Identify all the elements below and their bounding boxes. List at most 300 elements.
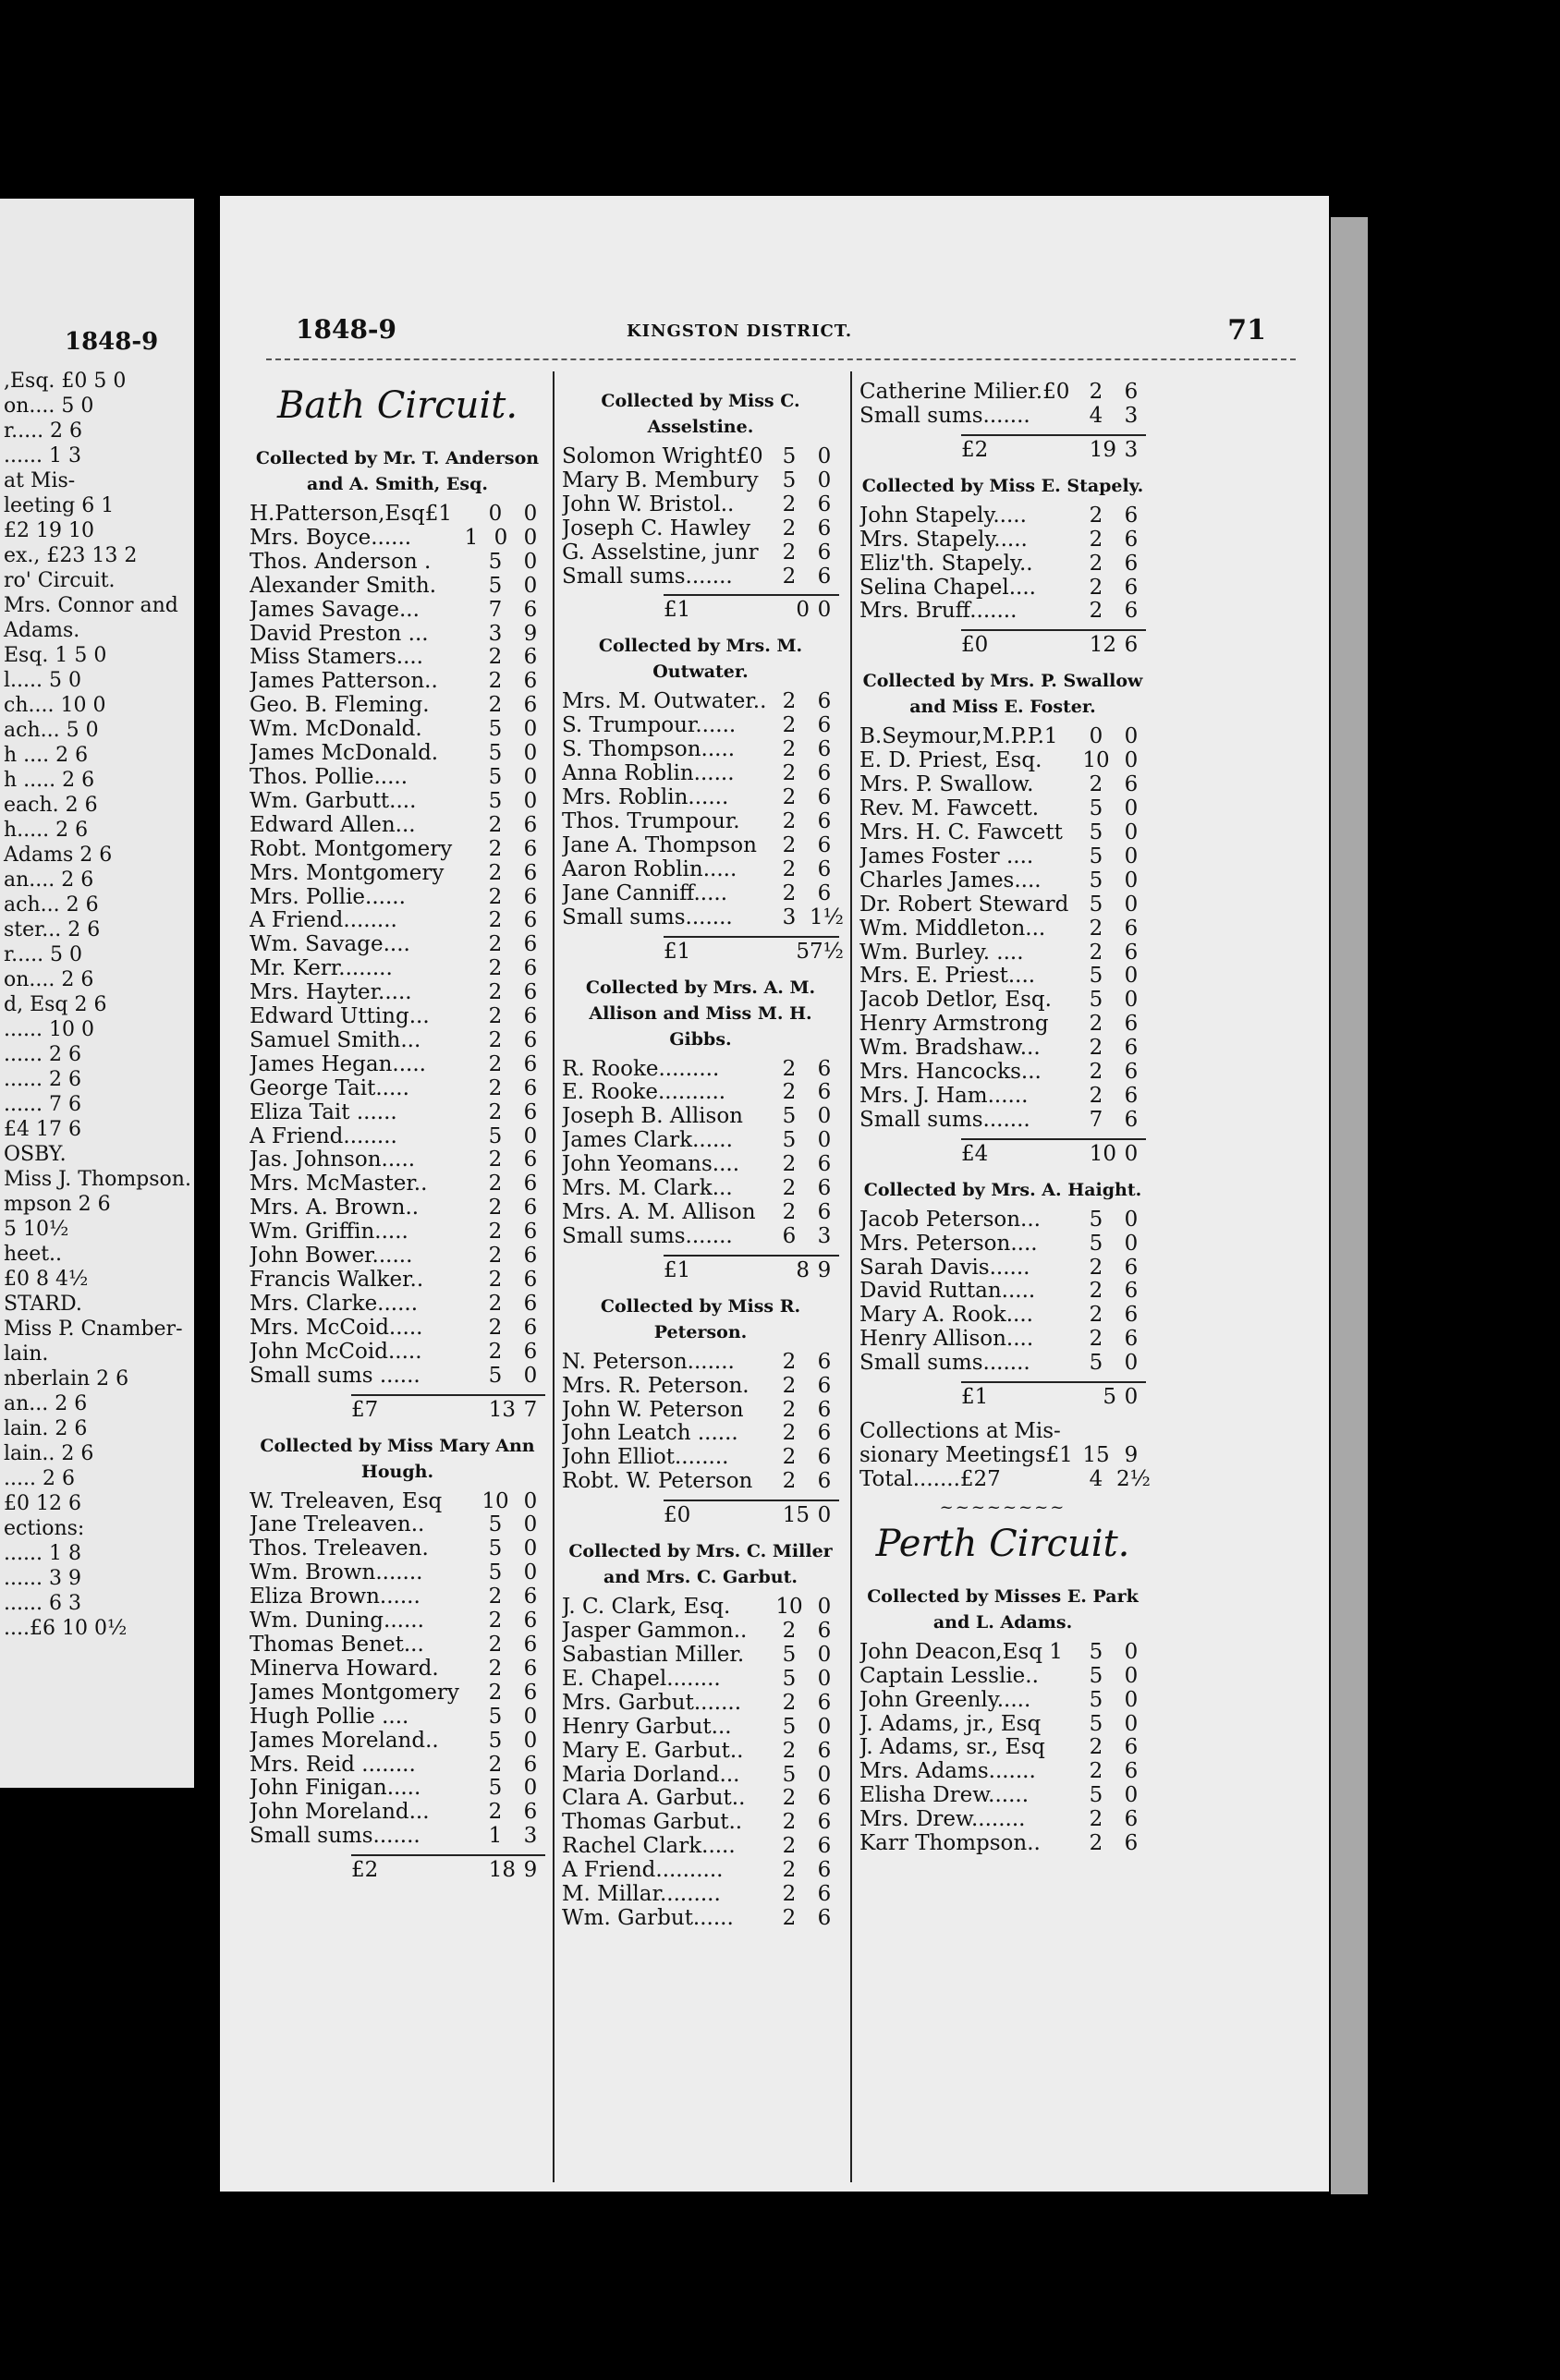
subscriber-name: John Bower...... (250, 1245, 413, 1269)
amount-shillings: 2 (782, 564, 797, 589)
subscriber-row (859, 1352, 1146, 1376)
subscriber-name: Small sums....... (562, 565, 733, 589)
amount-pence: 9 (523, 1858, 538, 1883)
subscriber-name: Dr. Robert Steward (859, 892, 1069, 917)
subscriber-name: sionary Meetings£1 (859, 1444, 1073, 1467)
amount-shillings: 10 (775, 1595, 803, 1620)
subscriber-row (250, 1513, 545, 1537)
subscriber-name: N. Peterson....... (562, 1350, 735, 1374)
subscriber-row (859, 1466, 1151, 1492)
amount-pence: 0 (523, 1560, 538, 1585)
amount-pence: 6 (523, 1268, 538, 1292)
subscriber-row (859, 941, 1146, 965)
subtotal-row (664, 594, 839, 624)
previous-page-line: lain. (4, 1342, 49, 1366)
amount-shillings: 2 (1089, 1255, 1103, 1280)
previous-page-line: ex., £23 13 2 (4, 544, 138, 567)
previous-page-line: £4 17 6 (4, 1118, 81, 1141)
amount-pence: 6 (523, 1075, 538, 1100)
amount-pounds: 1 (464, 525, 479, 550)
amount-pence: 6 (817, 737, 832, 762)
subscriber-row (250, 766, 545, 790)
amount-pence: 6 (523, 1051, 538, 1076)
amount-shillings: 2 (782, 1199, 797, 1224)
amount-shillings: 2 (488, 1099, 503, 1124)
subscriber-name: Total.......£27 (859, 1467, 1001, 1491)
subscriber-name: B.Seymour,M.P.P.1 (859, 725, 1058, 749)
subscriber-name: James Foster .... (859, 844, 1034, 868)
amount-pence: 6 (523, 1172, 538, 1196)
amount-shillings: 2 (488, 1244, 503, 1269)
subscriber-name: Jas. Johnson..... (250, 1148, 416, 1172)
subscriber-name: Sabastian Miller. (562, 1644, 745, 1667)
amount-pence: 0 (523, 1363, 538, 1388)
subscriber-name: M. Millar......... (562, 1883, 721, 1907)
subscriber-name: Wm. Brown....... (250, 1561, 423, 1585)
header-district: KINGSTON DISTRICT. (627, 322, 853, 341)
subscriber-name: Mrs. Clarke...... (250, 1292, 419, 1316)
amount-shillings: 3 (488, 621, 503, 646)
amount-pence: 6 (523, 1585, 538, 1609)
previous-page-line: ..... 2 6 (4, 1467, 75, 1490)
amount-pence: 6 (1124, 916, 1139, 941)
subscriber-name: Solomon Wright£0 (562, 445, 763, 468)
amount-pence: 6 (817, 761, 832, 786)
subscriber-name: David Preston ... (250, 622, 429, 646)
collector-heading: Collected by Mrs. A. M. Allison and Miss M. H. Gibbs. (585, 977, 816, 1050)
subscriber-name: John W. Bristol.. (562, 492, 735, 516)
amount-pence: 0 (817, 1503, 832, 1528)
amount-shillings: 2 (782, 1397, 797, 1422)
amount-pence: 6 (523, 693, 538, 718)
amount-shillings: 2 (1089, 916, 1103, 941)
subscriber-row (562, 1446, 839, 1470)
subscriber-name: Mary B. Membury (562, 468, 759, 492)
subscriber-row (250, 1101, 545, 1125)
amount-shillings: 2 (782, 1445, 797, 1470)
subscriber-row (859, 552, 1146, 577)
subscriber-row (562, 1201, 839, 1225)
subscriber-row (562, 517, 839, 541)
subscriber-row (250, 1029, 545, 1053)
subscriber-row (859, 1013, 1146, 1037)
column-divider (850, 371, 852, 2182)
subscriber-row (562, 1470, 839, 1494)
previous-page-line: leeting 6 1 (4, 494, 115, 517)
amount-pence: 6 (817, 1176, 832, 1201)
previous-page-line: ch.... 10 0 (4, 694, 106, 717)
amount-pence: 0 (1124, 892, 1139, 917)
ornament-divider: ~~~~~~~~ (939, 1497, 1066, 1517)
amount-pence: 0 (1124, 1351, 1139, 1376)
amount-shillings: 5 (1089, 796, 1103, 821)
subscriber-name: Hugh Pollie .... (250, 1705, 409, 1729)
amount-shillings: 5 (488, 717, 503, 742)
amount-shillings: 2 (1089, 772, 1103, 797)
subscriber-name: James McDonald. (250, 742, 439, 766)
amount-shillings: 2 (782, 808, 797, 833)
previous-page-line: ,Esq. £0 5 0 (4, 370, 127, 393)
subscriber-name: Eliza Brown...... (250, 1585, 420, 1609)
subscriber-row (250, 1148, 545, 1172)
amount-shillings: 5 (1089, 1711, 1103, 1736)
amount-shillings: 7 (488, 597, 503, 622)
subscriber-row (859, 1304, 1146, 1328)
subscriber-row (562, 1692, 839, 1716)
previous-page-line: Miss J. Thompson. (4, 1168, 191, 1191)
amount-pence: 6 (817, 564, 832, 589)
amount-pence: 6 (1124, 1831, 1139, 1856)
subscriber-row (859, 965, 1146, 989)
amount-pence: 0 (523, 717, 538, 742)
amount-pence: 6 (817, 713, 832, 738)
subscriber-name: Elisha Drew...... (859, 1784, 1030, 1808)
amount-pence: 0 (1124, 1663, 1139, 1688)
subtotal-pounds: £7 (351, 1397, 379, 1422)
amount-shillings: 2 (782, 1373, 797, 1398)
amount-pence: 6 (1124, 1083, 1139, 1108)
subscriber-name: Henry Allison.... (859, 1328, 1034, 1352)
subscriber-row (250, 503, 545, 527)
subscriber-row (859, 869, 1146, 893)
previous-page-line: ...... 10 0 (4, 1018, 94, 1041)
amount-shillings: 2 (1089, 1060, 1103, 1085)
amount-shillings: 2 (488, 980, 503, 1005)
subscriber-name: Mrs. H. C. Fawcett (859, 820, 1063, 844)
subscriber-name: Thos. Treleaven. (250, 1537, 429, 1561)
amount-shillings: 5 (488, 1560, 503, 1585)
subtotal-row (961, 1138, 1146, 1168)
subscriber-name: Mrs. Bruff....... (859, 600, 1018, 624)
amount-pence: 0 (817, 1666, 832, 1691)
previous-page-line: ...... 3 9 (4, 1567, 81, 1590)
subscriber-row (250, 1609, 545, 1633)
subscriber-row (859, 1808, 1146, 1832)
previous-page-line: ster... 2 6 (4, 918, 101, 941)
subscriber-row (859, 381, 1146, 405)
amount-shillings: 3 (782, 905, 797, 929)
subtotal-pounds: £1 (664, 598, 691, 623)
amount-pence: 6 (817, 1080, 832, 1105)
amount-shillings: 2 (782, 1905, 797, 1930)
subscriber-name: John Elliot........ (562, 1446, 729, 1470)
amount-shillings: 5 (488, 1704, 503, 1729)
amount-shillings: 2 (488, 1585, 503, 1609)
amount-shillings: 5 (1089, 988, 1103, 1013)
subscriber-name: Mrs. P. Swallow. (859, 773, 1034, 797)
amount-pence: 0 (817, 1104, 832, 1129)
subscriber-row (562, 1811, 839, 1835)
amount-pence: 6 (1124, 599, 1139, 624)
subscriber-name: A Friend........ (250, 1124, 397, 1148)
amount-pence: 6 (1124, 1759, 1139, 1784)
collector-heading: Collected by Mrs. P. Swallow and Miss E. Foster. (862, 671, 1143, 718)
amount-pence: 6 (817, 1445, 832, 1470)
amount-shillings: 5 (782, 1666, 797, 1691)
subtotal-row (961, 1381, 1146, 1411)
amount-pence: 6 (523, 1099, 538, 1124)
subscriber-name: J. Adams, jr., Esq (859, 1712, 1042, 1736)
amount-shillings: 2 (782, 1810, 797, 1835)
amount-pence: 6 (523, 597, 538, 622)
amount-pence: 3 (523, 1824, 538, 1849)
subscriber-row (859, 577, 1146, 601)
amount-pence: 6 (523, 669, 538, 694)
previous-page-line: h..... 2 6 (4, 819, 89, 842)
header-rule (266, 358, 1296, 360)
amount-shillings: 2 (488, 1609, 503, 1633)
amount-shillings: 5 (488, 1123, 503, 1148)
amount-pence: 6 (817, 1690, 832, 1715)
subscriber-name: Wm. Savage.... (250, 933, 410, 957)
subscriber-name: Alexander Smith. (250, 574, 437, 598)
subscriber-row (250, 694, 545, 718)
amount-shillings: 2 (782, 1421, 797, 1446)
subscriber-name: Mrs. Drew........ (859, 1808, 1026, 1832)
amount-shillings: 5 (1103, 1385, 1116, 1410)
subscriber-row (250, 1777, 545, 1801)
subscriber-name: Mrs. Garbut....... (562, 1691, 742, 1715)
amount-pence: 6 (523, 884, 538, 909)
subscriber-row (562, 1422, 839, 1446)
subscriber-row (562, 565, 839, 589)
amount-shillings: 2 (782, 1056, 797, 1081)
amount-pence: 0 (1124, 1687, 1139, 1712)
subtotal-row (664, 1500, 839, 1529)
subscriber-name: John Moreland... (250, 1801, 430, 1825)
subscriber-row (562, 810, 839, 834)
amount-shillings: 2 (782, 856, 797, 881)
subscriber-name: Wm. Bradshaw... (859, 1037, 1041, 1061)
subscriber-name: Rev. M. Fawcett. (859, 797, 1040, 821)
subscriber-name: Wm. Burley. .... (859, 941, 1024, 965)
subscriber-name: Robt. W. Peterson (562, 1470, 753, 1494)
previous-page-line: ...... 6 3 (4, 1592, 81, 1615)
subtotal-row (961, 629, 1146, 659)
amount-pence: 6 (817, 785, 832, 810)
amount-pence: 6 (523, 908, 538, 933)
subscriber-row (562, 834, 839, 858)
amount-shillings: 5 (1089, 1687, 1103, 1712)
subscriber-row (562, 445, 839, 469)
collector-heading: Collected by Mrs. C. Miller and Mrs. C. Garbut. (568, 1541, 833, 1588)
amount-shillings: 4 (1089, 1466, 1103, 1491)
amount-shillings: 2 (488, 1148, 503, 1172)
amount-shillings: 2 (1089, 503, 1103, 528)
subscriber-name: Henry Garbut... (562, 1715, 732, 1739)
amount-shillings: 5 (782, 1714, 797, 1739)
amount-shillings: 5 (782, 1104, 797, 1129)
previous-page-line: l..... 5 0 (4, 669, 81, 692)
amount-pence: 6 (1124, 575, 1139, 600)
subscriber-row (250, 1706, 545, 1730)
subscriber-row (562, 1764, 839, 1788)
subscriber-name: Joseph B. Allison (562, 1105, 743, 1129)
subscriber-name: E. Chapel........ (562, 1667, 721, 1691)
amount-shillings: 2 (488, 1220, 503, 1245)
amount-shillings: 5 (1089, 964, 1103, 989)
subscriber-name: Mr. Kerr........ (250, 957, 393, 981)
subtotal-row (351, 1854, 545, 1884)
previous-page-line: an... 2 6 (4, 1392, 88, 1415)
subscriber-row (859, 1784, 1146, 1808)
amount-pence (1116, 1420, 1146, 1444)
subscriber-row (859, 1037, 1146, 1061)
subscriber-name: S. Thompson..... (562, 738, 736, 762)
amount-pence: 6 (817, 492, 832, 516)
amount-shillings: 2 (1089, 1083, 1103, 1108)
amount-shillings: 7 (1089, 1107, 1103, 1132)
subscriber-name: George Tait..... (250, 1076, 409, 1100)
amount-pence: 6 (523, 645, 538, 670)
amount-shillings: 5 (1089, 868, 1103, 892)
amount-pence: 0 (817, 444, 832, 468)
subscriber-name: Thos. Trumpour. (562, 809, 740, 833)
subscriber-name: S. Trumpour...... (562, 714, 737, 738)
amount-pence: 6 (817, 1810, 832, 1835)
previous-page-line: h ..... 2 6 (4, 769, 95, 792)
subscriber-name: Samuel Smith... (250, 1028, 421, 1052)
previous-page-line: lain.. 2 6 (4, 1442, 94, 1465)
previous-page-line: on.... 2 6 (4, 968, 94, 991)
amount-shillings: 13 (488, 1397, 516, 1422)
subscriber-name: Minerva Howard. (250, 1657, 439, 1681)
subtotal-pounds: £2 (961, 437, 989, 462)
amount-shillings: 2 (782, 1786, 797, 1811)
amount-shillings: 12 (1089, 633, 1116, 658)
amount-shillings: 2 (782, 689, 797, 714)
subscriber-name: John Greenly..... (859, 1688, 1031, 1712)
amount-shillings: 5 (488, 1536, 503, 1561)
amount-shillings: 2 (782, 1858, 797, 1883)
amount-pence: 6 (817, 808, 832, 833)
subscriber-row (859, 1109, 1146, 1133)
subscriber-name: Thos. Pollie..... (250, 765, 408, 789)
subscriber-name: Karr Thompson.. (859, 1832, 1041, 1856)
amount-shillings: 2 (782, 540, 797, 565)
subscriber-name: Mrs. Reid ........ (250, 1753, 416, 1777)
amount-shillings: 2 (1089, 1012, 1103, 1037)
subscriber-row (562, 1787, 839, 1811)
amount-pence: 6 (1124, 1735, 1139, 1760)
column-2 (562, 381, 844, 1931)
amount-shillings: 2 (1089, 380, 1103, 404)
amount-shillings: 2 (782, 1176, 797, 1201)
amount-pence: 6 (523, 932, 538, 957)
collector-heading: Collected by Miss E. Stapely. (861, 475, 1144, 496)
amount-pence: 6 (817, 1882, 832, 1907)
subscriber-name: Wm. Garbutt.... (250, 789, 417, 813)
subscriber-name: Jacob Peterson... (859, 1208, 1041, 1232)
subscriber-name: Mrs. E. Priest.... (859, 965, 1036, 989)
subscriber-name: Small sums....... (859, 404, 1030, 428)
subscriber-name: John Leatch ...... (562, 1422, 738, 1446)
amount-shillings: 2 (488, 908, 503, 933)
subscriber-name: Captain Lesslie.. (859, 1664, 1039, 1688)
amount-pence: 6 (523, 956, 538, 981)
amount-shillings: 2 (488, 1339, 503, 1364)
amount-shillings: 2 (488, 1268, 503, 1292)
subscriber-name: W. Treleaven, Esq (250, 1489, 443, 1513)
subscriber-row (859, 528, 1146, 552)
subscriber-row (250, 1220, 545, 1245)
amount-pence: 0 (1124, 964, 1139, 989)
amount-shillings: 2 (782, 880, 797, 905)
subscriber-row (562, 1081, 839, 1105)
subtotal-pounds: £1 (664, 1257, 691, 1282)
previous-page-line: STARD. (4, 1293, 82, 1316)
subscriber-name: John Yeomans.... (562, 1153, 740, 1177)
previous-page-line: ach... 2 6 (4, 893, 99, 917)
previous-page-line: Adams. (4, 619, 80, 642)
amount-pence: 6 (817, 1199, 832, 1224)
subscriber-row (562, 1375, 839, 1399)
subscriber-name: Edward Utting... (250, 1005, 430, 1029)
amount-shillings: 5 (796, 939, 810, 964)
amount-pence: 6 (523, 1609, 538, 1633)
amount-pence: 2½ (1116, 1466, 1151, 1491)
amount-pence: 1½ (810, 905, 844, 929)
previous-page-line: each. 2 6 (4, 794, 98, 817)
subscriber-name: Selina Chapel.... (859, 576, 1036, 600)
subscriber-row (859, 405, 1146, 429)
subscriber-row (562, 714, 839, 738)
amount-pence: 6 (1124, 1327, 1139, 1352)
page-number: 71 (1227, 314, 1266, 346)
subscriber-name: Mrs. Adams....... (859, 1760, 1036, 1784)
amount-pence: 0 (523, 1123, 538, 1148)
amount-shillings: 2 (488, 812, 503, 837)
subscriber-name: Joseph C. Hawley (562, 516, 751, 540)
subscriber-name: Mrs. Hancocks... (859, 1061, 1042, 1085)
amount-shillings: 5 (488, 1776, 503, 1801)
subscriber-name: Jane Treleaven.. (250, 1513, 425, 1537)
subscriber-row (250, 1585, 545, 1609)
subtotal-pounds: £2 (351, 1858, 379, 1883)
amount-pence: 6 (1124, 1807, 1139, 1832)
amount-pence: 0 (523, 549, 538, 574)
amount-shillings: 5 (1089, 1351, 1103, 1376)
subscriber-name: James Savage... (250, 598, 420, 622)
amount-pence: 6 (817, 1738, 832, 1763)
subscriber-row (562, 762, 839, 786)
amount-pence: 0 (1124, 1639, 1139, 1664)
amount-shillings: 5 (782, 468, 797, 492)
amount-shillings: 2 (782, 1619, 797, 1644)
subtotal-row (961, 434, 1146, 464)
header-year: 1848-9 (296, 314, 397, 345)
amount-pence: 6 (1124, 1279, 1139, 1304)
subscriber-name: Henry Armstrong (859, 1013, 1049, 1037)
subscriber-row (859, 1208, 1146, 1232)
subscriber-row (250, 1172, 545, 1196)
amount-shillings: 2 (488, 1004, 503, 1029)
subtotal-row (664, 1255, 839, 1284)
amount-shillings: 5 (1089, 844, 1103, 868)
amount-pence: 0 (523, 573, 538, 598)
subscriber-row (859, 917, 1146, 941)
subscriber-name: Mrs. A. Brown.. (250, 1196, 420, 1220)
subscriber-name: Mrs. Peterson.... (859, 1232, 1038, 1256)
column-1 (250, 381, 545, 1893)
amount-pence: 0 (1124, 844, 1139, 868)
previous-page-line: £2 19 10 (4, 519, 94, 542)
amount-pence: 7½ (810, 939, 844, 964)
subscriber-row (859, 749, 1146, 773)
subscriber-name: Mrs. McMaster.. (250, 1172, 428, 1196)
amount-pence: 0 (1124, 820, 1139, 844)
amount-pence: 6 (817, 880, 832, 905)
